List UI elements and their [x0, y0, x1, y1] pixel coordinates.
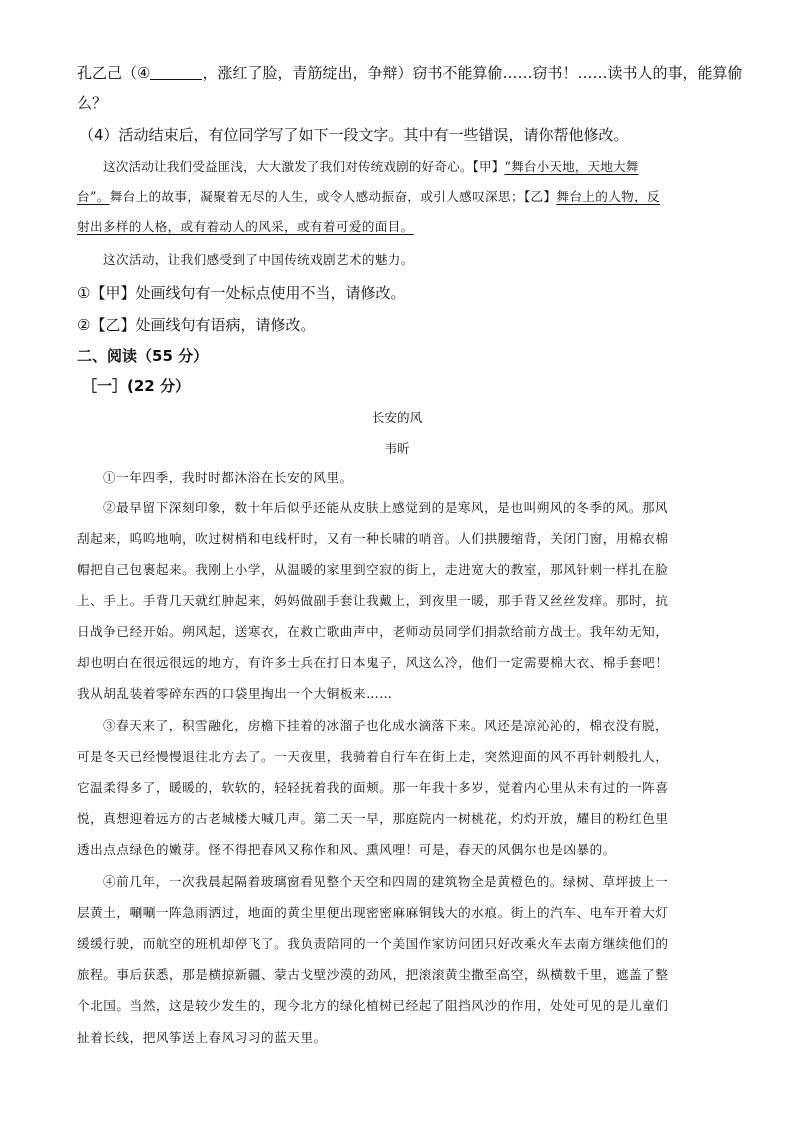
article-line: 上、手上。手背几天就红肿起来，妈妈做副手套让我戴上，到夜里一暖，那手背又丝丝发痒。那时，抗 [77, 593, 669, 608]
article-line: 透出点点绿色的嫩芽。怪不得把春风又称作和风、熏风哩！可是，春天的风偶尔也是凶暴的。 [77, 842, 616, 857]
section-heading-reading: 二、阅读（55 分） [77, 347, 209, 365]
article-line: 却也明白在很远很远的地方，有许多士兵在打日本鬼子，风这么冷，他们一定需要棉大衣、棉手套吧！ [77, 655, 669, 670]
article-line: 我从胡乱装着零碎东西的口袋里掏出一个大铜板来…… [77, 686, 393, 701]
article-line: 旅程。事后获悉，那是横掠新疆、蒙古戈壁沙漠的劲风，把滚滚黄尘撒至高空，纵横数千里，遮盖了整 [77, 967, 669, 982]
sub-question-2: ②【乙】处画线句有语病，请修改。 [77, 316, 316, 334]
article-title: 长安的风 [371, 410, 423, 425]
article-line: 日战争已经开始。朔风起，送寒衣，在救亡歌曲声中，老师动员同学们捐款给前方战士。我年幼无知， [77, 624, 669, 639]
underlined-sentence-jia: “舞台小天地，天地大舞 [504, 159, 639, 174]
article-line: 缓缓行驶，而航空的班机却停飞了。我负责陪同的一个美国作家访问团只好改乘火车去南方继续他们的 [77, 936, 669, 951]
quote-text: ，涨红了脸，青筋绽出，争辩）窃书不能算偷……窃书！……读书人的事，能算偷 [202, 64, 743, 82]
answer-blank-4[interactable] [150, 65, 202, 80]
passage-text: 这次活动让我们受益匪浅，大大激发了我们对传统戏剧的好奇心。【甲】 [103, 159, 505, 174]
part-heading-1: ［一］(22 分） [82, 377, 190, 395]
article-line: ④前几年，一次我晨起隔着玻璃窗看见整个天空和四周的建筑物全是黄橙色的。绿树、草坪披上一 [103, 874, 669, 889]
article-line: 个北国。当然，这是较少发生的，现今北方的绿化植树已经起了阻挡风沙的作用，处处可见的是儿童们 [77, 998, 669, 1013]
article-line: 悦，真想迎着远方的古老城楼大喊几声。第二天一早，那庭院内一树桃花，灼灼开放，耀目的粉红色里 [77, 811, 669, 826]
quote-prefix: 孔乙己（④ [77, 64, 151, 82]
article-line: 扯着长线，把风筝送上春风习习的蓝天里。 [77, 1030, 327, 1045]
article-line: ③春天来了，积雪融化，房檐下挂着的冰溜子也化成水滴落下来。风还是凉沁沁的，棉衣没有脱， [103, 718, 669, 733]
underlined-sentence-yi-end: 射出多样的人格，或有着动人的风采，或有着可爱的面目。 [77, 219, 414, 234]
passage-line-4: 这次活动，让我们感受到了中国传统戏剧艺术的魅力。 [103, 252, 414, 267]
kong-yiji-quote-line2: 么？ [77, 94, 108, 112]
article-line: ①一年四季，我时时都沐浴在长安的风里。 [103, 470, 353, 485]
article-line: 层黄土，唰唰一阵急雨洒过，地面的黄尘里便出现密密麻麻铜钱大的水痕。街上的汽车、电车开着大灯 [77, 905, 669, 920]
article-author: 韦昕 [384, 441, 410, 456]
passage-line-1 [103, 157, 639, 177]
article-line: ②最早留下深刻印象，数十年后似乎还能从皮肤上感觉到的是寒风，是也叫朔风的冬季的风。那风 [103, 500, 669, 515]
underlined-sentence-jia-end: 台”。 [77, 189, 110, 204]
article-line: 刮起来，呜呜地响，吹过树梢和电线杆时，又有一种长啸的哨音。人们拱腰缩背，关闭门窗，用棉衣棉 [77, 531, 669, 546]
passage-line-2 [77, 187, 660, 207]
article-line: 可是冬天已经慢慢退往北方去了。一天夜里，我骑着自行车在街上走，突然迎面的风不再针刺般扎人， [77, 749, 669, 764]
article-line: 帽把自己包裹起来。我刚上小学，从温暖的家里到空寂的街上，走进宽大的教室，那风针刺一样扎在脸 [77, 562, 669, 577]
article-line: 它温柔得多了，暖暖的，软软的，轻轻抚着我的面颊。那一年我十多岁，觉着内心里从未有过的一阵喜 [77, 780, 669, 795]
underlined-sentence-yi: 舞台上的人物，反 [556, 189, 660, 204]
kong-yiji-quote-line1 [77, 62, 742, 84]
sub-question-1: ①【甲】处画线句有一处标点使用不当，请修改。 [77, 284, 406, 302]
question-4-prompt: （4）活动结束后，有位同学写了如下一段文字。其中有一些错误，请你帮他修改。 [79, 126, 629, 144]
passage-text: 舞台上的故事，凝聚着无尽的人生，或令人感动振奋，或引人感叹深思；【乙】 [109, 189, 557, 204]
